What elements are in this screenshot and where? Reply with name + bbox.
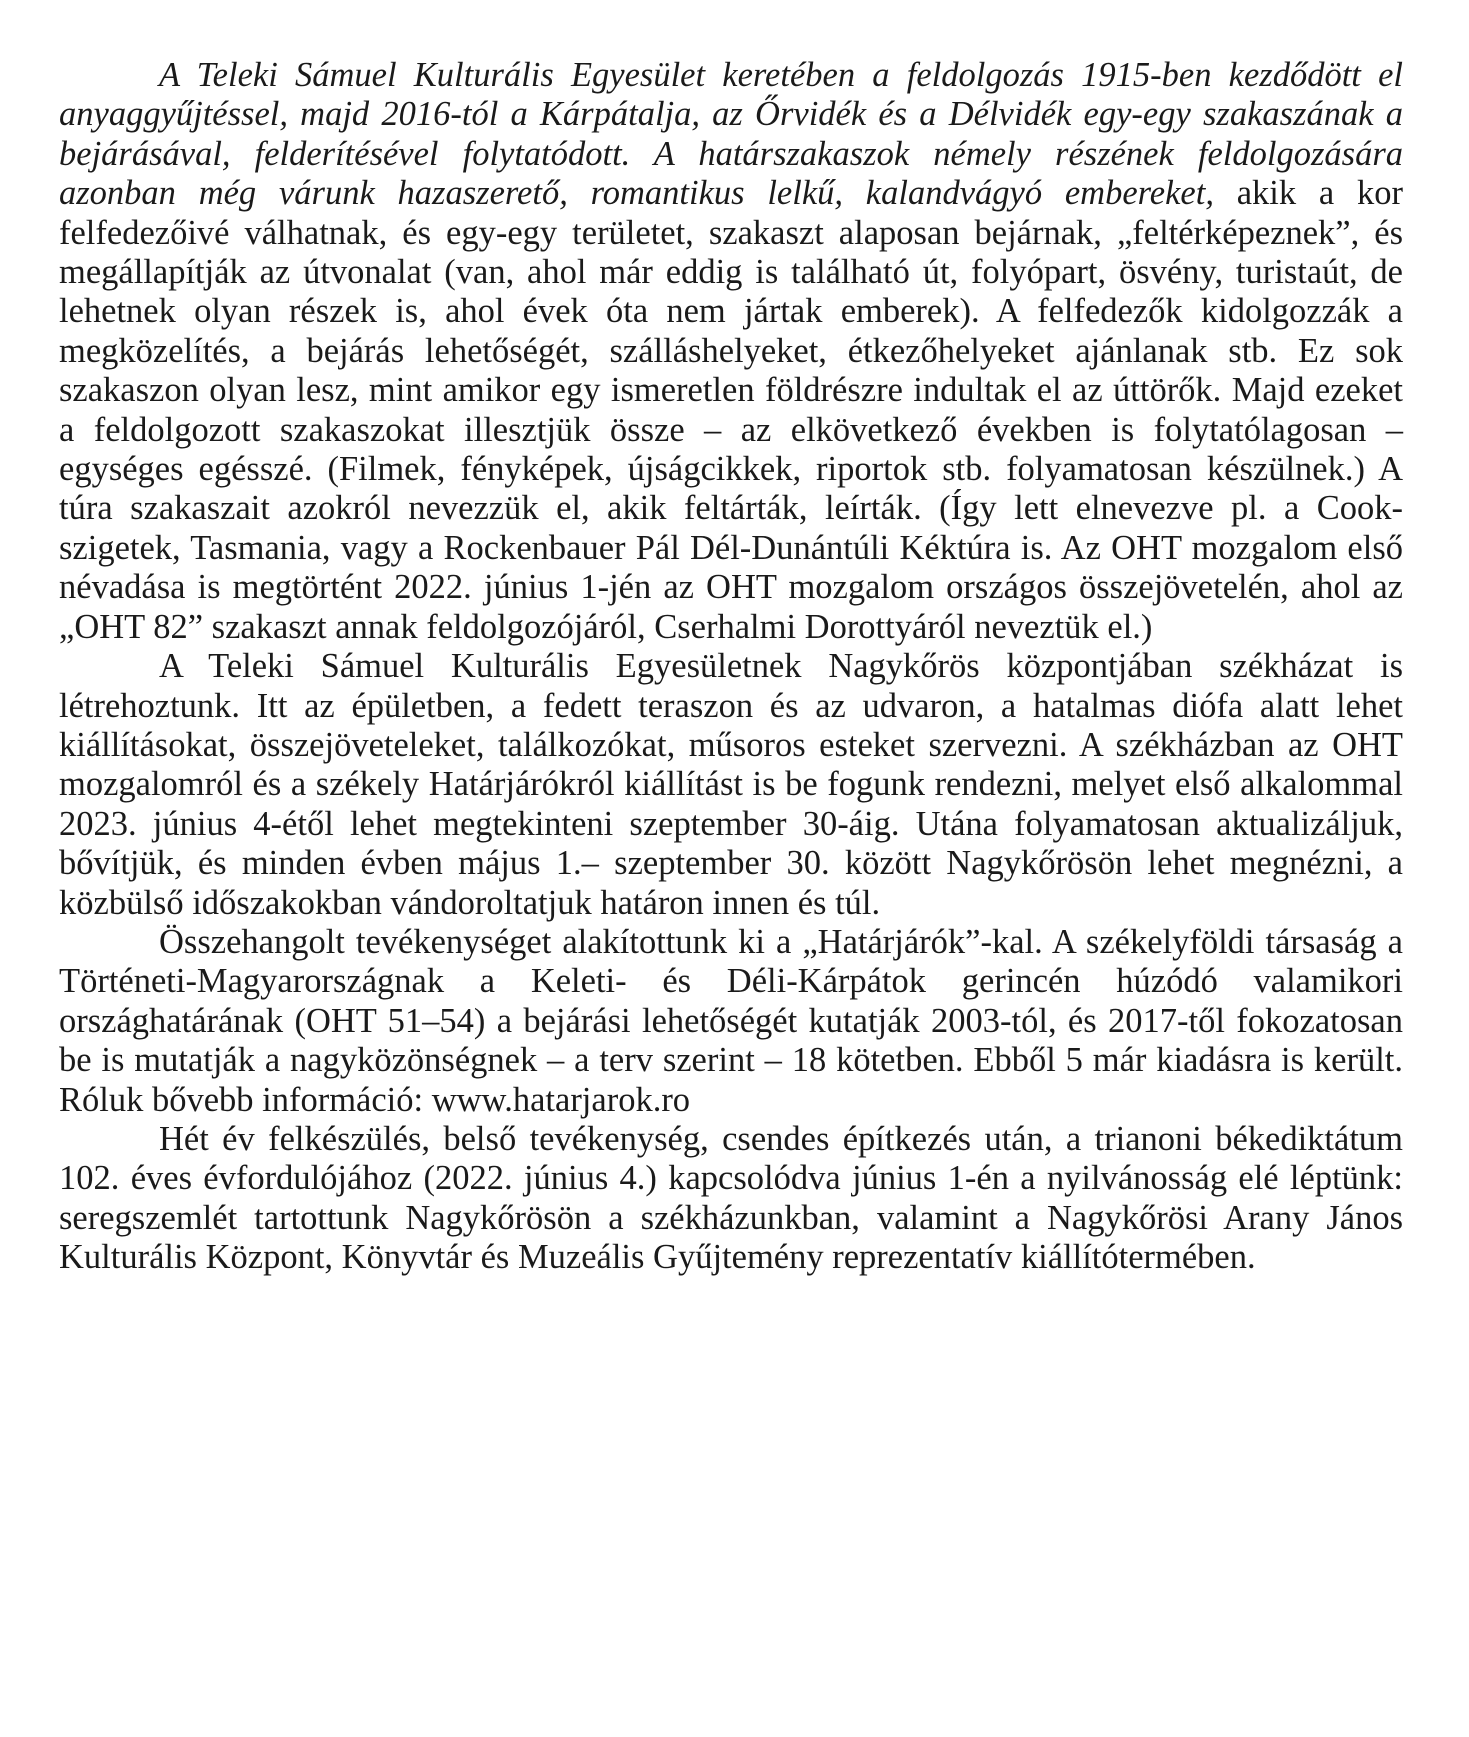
paragraph-1-italic-lead: A Teleki Sámuel Kulturális Egyesület keretében a feldolgozás 1915-ben kezdődött el anyaggyűjtéssel, majd 2016-tól a Kárpátalja, az Őrvidék és a Délvidék egy-egy szakaszának a bejárásával, felderítésével folytatódott. A határszakaszok némely részének feldolgozására azonban még várunk hazaszerető, romantikus lelkű, kalandvágyó embereket, <box>59 56 1403 213</box>
document-page <box>59 56 1403 1278</box>
paragraph-3: Összehangolt tevékenységet alakítottunk ki a „Határjárók”-kal. A székelyföldi társaság a Történeti-Magyarországnak a Keleti- és Déli-Kárpátok gerincén húzódó valamikori országhatárának (OHT 51–54) a bejárási lehetőségét kutatják 2003-tól, és 2017-től fokozatosan be is mutatják a nagyközönségnek – a terv szerint – 18 kötetben. Ebből 5 már kiadásra is került. Róluk bővebb információ: www.hatarjarok.ro <box>59 922 1403 1119</box>
paragraph-1 <box>59 56 1403 647</box>
paragraph-1-text: akik a kor felfedezőivé válhatnak, és egy-egy területet, szakaszt alaposan bejárnak, „feltérképeznek”, és megállapítják az útvonalat (van, ahol már eddig is található út, folyópart, ösvény, turistaút, de lehetnek olyan részek is, ahol évek óta nem jártak emberek). A felfedezők kidolgozzák a megközelítés, a bejárás lehetőségét, szálláshelyeket, étkezőhelyeket ajánlanak stb. Ez sok szakaszon olyan lesz, mint amikor egy ismeretlen földrészre indultak el az úttörők. Majd ezeket a feldolgozott szakaszokat illesztjük össze – az elkövetkező években is folytatólagosan – egységes egésszé. (Filmek, fényképek, újságcikkek, riportok stb. folyamatosan készülnek.) A túra szakaszait azokról nevezzük el, akik feltárták, leírták. (Így lett elnevezve pl. a Cook-szigetek, Tasmania, vagy a Rockenbauer Pál Dél-Dunántúli Kéktúra is. Az OHT mozgalom első névadása is megtörtént 2022. június 1-jén az OHT mozgalom országos összejövetelén, ahol az „OHT 82” szakaszt annak feldolgozójáról, Cserhalmi Dorottyáról neveztük el.) <box>59 174 1404 646</box>
paragraph-2: A Teleki Sámuel Kulturális Egyesületnek Nagykőrös központjában székházat is létrehoztunk. Itt az épületben, a fedett teraszon és az udvaron, a hatalmas diófa alatt lehet kiállításokat, összejöveteleket, találkozókat, műsoros esteket szervezni. A székházban az OHT mozgalomról és a székely Határjárókról kiállítást is be fogunk rendezni, melyet első alkalommal 2023. június 4-étől lehet megtekinteni szeptember 30-áig. Utána folyamatosan aktualizáljuk, bővítjük, és minden évben május 1.– szeptember 30. között Nagykőrösön lehet megnézni, a közbülső időszakokban vándoroltatjuk határon innen és túl. <box>59 647 1403 922</box>
paragraph-4: Hét év felkészülés, belső tevékenység, csendes építkezés után, a trianoni békediktátum 102. éves évfordulójához (2022. június 4.) kapcsolódva június 1-én a nyilvánosság elé léptünk: seregszemlét tartottunk Nagykőrösön a székházunkban, valamint a Nagykőrösi Arany János Kulturális Központ, Könyvtár és Muzeális Gyűjtemény reprezentatív kiállítótermében. <box>59 1119 1403 1277</box>
